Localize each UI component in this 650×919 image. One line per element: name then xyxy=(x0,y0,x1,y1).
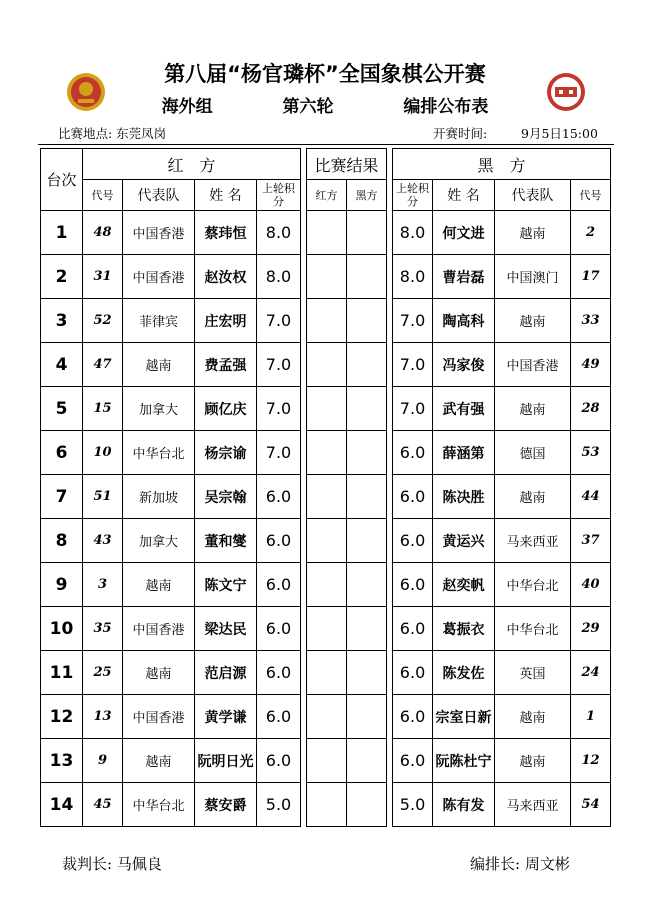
red-team-cell: 中国香港 xyxy=(123,695,195,739)
red-side-header: 红 方 xyxy=(83,149,301,180)
black-code-cell: 28 xyxy=(571,387,611,431)
black-score-cell: 6.0 xyxy=(393,607,433,651)
result-red-cell xyxy=(307,387,347,431)
black-score-cell: 6.0 xyxy=(393,475,433,519)
red-team-cell: 中国香港 xyxy=(123,255,195,299)
table-board-cell: 6 xyxy=(41,431,83,475)
start-time-value: 9月5日15:00 xyxy=(521,126,598,141)
red-name-cell: 黄学谦 xyxy=(195,695,257,739)
red-code-cell: 52 xyxy=(83,299,123,343)
info-bar xyxy=(38,120,614,145)
red-score-cell: 6.0 xyxy=(257,563,301,607)
red-score-cell: 6.0 xyxy=(257,475,301,519)
red-team-cell: 加拿大 xyxy=(123,519,195,563)
red-team-cell: 新加坡 xyxy=(123,475,195,519)
red-score-cell: 7.0 xyxy=(257,299,301,343)
table-row xyxy=(41,431,611,475)
black-team-cell: 德国 xyxy=(495,431,571,475)
result-red-cell xyxy=(307,211,347,255)
result-black-cell xyxy=(347,431,387,475)
table-row xyxy=(41,299,611,343)
table-board-cell: 4 xyxy=(41,343,83,387)
red-name-header: 姓 名 xyxy=(195,180,257,211)
black-name-cell: 宗室日新 xyxy=(433,695,495,739)
red-score-cell: 7.0 xyxy=(257,431,301,475)
red-code-cell: 15 xyxy=(83,387,123,431)
black-code-header: 代号 xyxy=(571,180,611,211)
result-red-cell xyxy=(307,563,347,607)
black-name-cell: 冯家俊 xyxy=(433,343,495,387)
black-score-cell: 6.0 xyxy=(393,651,433,695)
black-code-cell: 54 xyxy=(571,783,611,827)
black-team-cell: 中华台北 xyxy=(495,607,571,651)
red-team-cell: 中国香港 xyxy=(123,211,195,255)
red-team-cell: 中华台北 xyxy=(123,783,195,827)
black-name-cell: 曹岩磊 xyxy=(433,255,495,299)
red-name-cell: 蔡玮恒 xyxy=(195,211,257,255)
result-black-cell xyxy=(347,739,387,783)
table-board-cell: 14 xyxy=(41,783,83,827)
black-team-cell: 中华台北 xyxy=(495,563,571,607)
table-board-cell: 1 xyxy=(41,211,83,255)
red-score-cell: 8.0 xyxy=(257,211,301,255)
result-black-cell xyxy=(347,343,387,387)
red-prev-score-header: 上轮积分 xyxy=(257,180,301,211)
result-red-cell xyxy=(307,739,347,783)
black-team-cell: 英国 xyxy=(495,651,571,695)
black-name-header: 姓 名 xyxy=(433,180,495,211)
red-score-cell: 5.0 xyxy=(257,783,301,827)
arranger-text: 编排长: 周文彬 xyxy=(470,855,570,873)
pairing-table xyxy=(40,148,611,827)
result-red-cell xyxy=(307,255,347,299)
black-score-cell: 7.0 xyxy=(393,343,433,387)
black-code-cell: 24 xyxy=(571,651,611,695)
black-name-cell: 武有强 xyxy=(433,387,495,431)
referee-text: 裁判长: 马佩良 xyxy=(62,855,162,873)
red-code-cell: 13 xyxy=(83,695,123,739)
black-side-header: 黑 方 xyxy=(393,149,611,180)
black-name-cell: 何文进 xyxy=(433,211,495,255)
red-score-cell: 6.0 xyxy=(257,651,301,695)
red-team-cell: 中国香港 xyxy=(123,607,195,651)
table-board-cell: 3 xyxy=(41,299,83,343)
result-red-header: 红方 xyxy=(307,180,347,211)
black-code-cell: 12 xyxy=(571,739,611,783)
table-row xyxy=(41,519,611,563)
result-red-cell xyxy=(307,519,347,563)
black-name-cell: 陶高科 xyxy=(433,299,495,343)
red-score-cell: 8.0 xyxy=(257,255,301,299)
red-name-cell: 赵汝权 xyxy=(195,255,257,299)
black-team-cell: 越南 xyxy=(495,387,571,431)
red-name-cell: 蔡安爵 xyxy=(195,783,257,827)
black-code-cell: 44 xyxy=(571,475,611,519)
red-code-cell: 45 xyxy=(83,783,123,827)
red-name-cell: 范启源 xyxy=(195,651,257,695)
red-team-cell: 越南 xyxy=(123,739,195,783)
black-team-header: 代表队 xyxy=(495,180,571,211)
round-label: 第六轮 xyxy=(282,97,334,117)
black-score-cell: 6.0 xyxy=(393,563,433,607)
red-name-cell: 陈文宁 xyxy=(195,563,257,607)
result-black-cell xyxy=(347,607,387,651)
table-row xyxy=(41,739,611,783)
table-board-cell: 11 xyxy=(41,651,83,695)
red-code-cell: 10 xyxy=(83,431,123,475)
black-name-cell: 陈决胜 xyxy=(433,475,495,519)
black-team-cell: 马来西亚 xyxy=(495,783,571,827)
red-code-header: 代号 xyxy=(83,180,123,211)
black-name-cell: 阮陈杜宁 xyxy=(433,739,495,783)
red-code-cell: 35 xyxy=(83,607,123,651)
table-board-cell: 9 xyxy=(41,563,83,607)
result-black-cell xyxy=(347,475,387,519)
black-team-cell: 中国香港 xyxy=(495,343,571,387)
black-code-cell: 40 xyxy=(571,563,611,607)
black-code-cell: 33 xyxy=(571,299,611,343)
black-name-cell: 赵奕帆 xyxy=(433,563,495,607)
result-red-cell xyxy=(307,695,347,739)
result-red-cell xyxy=(307,431,347,475)
red-score-cell: 6.0 xyxy=(257,607,301,651)
page-title: 第八届“杨官璘杯”全国象棋公开赛 xyxy=(164,62,486,86)
result-black-cell xyxy=(347,783,387,827)
result-black-cell xyxy=(347,255,387,299)
red-code-cell: 48 xyxy=(83,211,123,255)
table-board-cell: 5 xyxy=(41,387,83,431)
black-team-cell: 越南 xyxy=(495,475,571,519)
black-score-cell: 8.0 xyxy=(393,255,433,299)
red-score-cell: 6.0 xyxy=(257,519,301,563)
table-row xyxy=(41,651,611,695)
black-score-cell: 6.0 xyxy=(393,519,433,563)
black-code-cell: 29 xyxy=(571,607,611,651)
table-board-cell: 13 xyxy=(41,739,83,783)
black-score-cell: 6.0 xyxy=(393,739,433,783)
red-score-cell: 6.0 xyxy=(257,739,301,783)
notice-label: 编排公布表 xyxy=(403,97,489,117)
venue-text: 比赛地点: 东莞凤岗 xyxy=(58,126,167,141)
table-row xyxy=(41,387,611,431)
red-name-cell: 阮明日光 xyxy=(195,739,257,783)
red-code-cell: 47 xyxy=(83,343,123,387)
group-label: 海外组 xyxy=(161,97,213,117)
table-row xyxy=(41,563,611,607)
result-black-header: 黑方 xyxy=(347,180,387,211)
black-team-cell: 越南 xyxy=(495,211,571,255)
black-code-cell: 17 xyxy=(571,255,611,299)
red-team-header: 代表队 xyxy=(123,180,195,211)
black-team-cell: 越南 xyxy=(495,695,571,739)
table-row xyxy=(41,607,611,651)
red-name-cell: 顾亿庆 xyxy=(195,387,257,431)
result-red-cell xyxy=(307,607,347,651)
black-name-cell: 黄运兴 xyxy=(433,519,495,563)
table-board-cell: 7 xyxy=(41,475,83,519)
table-row xyxy=(41,255,611,299)
red-code-cell: 3 xyxy=(83,563,123,607)
red-code-cell: 9 xyxy=(83,739,123,783)
red-team-cell: 加拿大 xyxy=(123,387,195,431)
red-name-cell: 吴宗翰 xyxy=(195,475,257,519)
result-header: 比赛结果 xyxy=(307,149,387,180)
table-board-cell: 12 xyxy=(41,695,83,739)
red-name-cell: 费孟强 xyxy=(195,343,257,387)
red-team-cell: 中华台北 xyxy=(123,431,195,475)
red-name-cell: 董和燮 xyxy=(195,519,257,563)
black-team-cell: 中国澳门 xyxy=(495,255,571,299)
board-header: 台次 xyxy=(41,149,83,211)
black-name-cell: 陈有发 xyxy=(433,783,495,827)
result-black-cell xyxy=(347,519,387,563)
black-name-cell: 薛涵第 xyxy=(433,431,495,475)
red-score-cell: 7.0 xyxy=(257,343,301,387)
result-red-cell xyxy=(307,299,347,343)
black-name-cell: 葛振衣 xyxy=(433,607,495,651)
black-name-cell: 陈发佐 xyxy=(433,651,495,695)
black-team-cell: 越南 xyxy=(495,299,571,343)
result-red-cell xyxy=(307,343,347,387)
result-black-cell xyxy=(347,651,387,695)
black-score-cell: 6.0 xyxy=(393,431,433,475)
result-black-cell xyxy=(347,695,387,739)
table-board-cell: 10 xyxy=(41,607,83,651)
start-time-label: 开赛时间: xyxy=(433,126,488,141)
table-row xyxy=(41,211,611,255)
table-row xyxy=(41,475,611,519)
black-team-cell: 马来西亚 xyxy=(495,519,571,563)
table-row xyxy=(41,343,611,387)
black-score-cell: 7.0 xyxy=(393,387,433,431)
black-score-cell: 6.0 xyxy=(393,695,433,739)
table-row xyxy=(41,783,611,827)
result-red-cell xyxy=(307,651,347,695)
header-row-sub xyxy=(41,180,611,211)
result-black-cell xyxy=(347,299,387,343)
black-code-cell: 37 xyxy=(571,519,611,563)
red-name-cell: 庄宏明 xyxy=(195,299,257,343)
result-black-cell xyxy=(347,563,387,607)
red-name-cell: 杨宗谕 xyxy=(195,431,257,475)
red-code-cell: 43 xyxy=(83,519,123,563)
header-row-top xyxy=(41,149,611,180)
black-code-cell: 1 xyxy=(571,695,611,739)
red-code-cell: 51 xyxy=(83,475,123,519)
red-team-cell: 越南 xyxy=(123,651,195,695)
red-score-cell: 6.0 xyxy=(257,695,301,739)
black-code-cell: 49 xyxy=(571,343,611,387)
black-score-cell: 7.0 xyxy=(393,299,433,343)
result-black-cell xyxy=(347,211,387,255)
red-team-cell: 菲律宾 xyxy=(123,299,195,343)
red-score-cell: 7.0 xyxy=(257,387,301,431)
black-score-cell: 8.0 xyxy=(393,211,433,255)
black-code-cell: 2 xyxy=(571,211,611,255)
red-team-cell: 越南 xyxy=(123,563,195,607)
black-code-cell: 53 xyxy=(571,431,611,475)
black-team-cell: 越南 xyxy=(495,739,571,783)
black-prev-score-header: 上轮积分 xyxy=(393,180,433,211)
red-code-cell: 31 xyxy=(83,255,123,299)
page-subtitle xyxy=(0,92,650,117)
result-red-cell xyxy=(307,475,347,519)
table-board-cell: 8 xyxy=(41,519,83,563)
red-team-cell: 越南 xyxy=(123,343,195,387)
red-name-cell: 梁达民 xyxy=(195,607,257,651)
result-red-cell xyxy=(307,783,347,827)
table-row xyxy=(41,695,611,739)
result-black-cell xyxy=(347,387,387,431)
table-board-cell: 2 xyxy=(41,255,83,299)
red-code-cell: 25 xyxy=(83,651,123,695)
black-score-cell: 5.0 xyxy=(393,783,433,827)
